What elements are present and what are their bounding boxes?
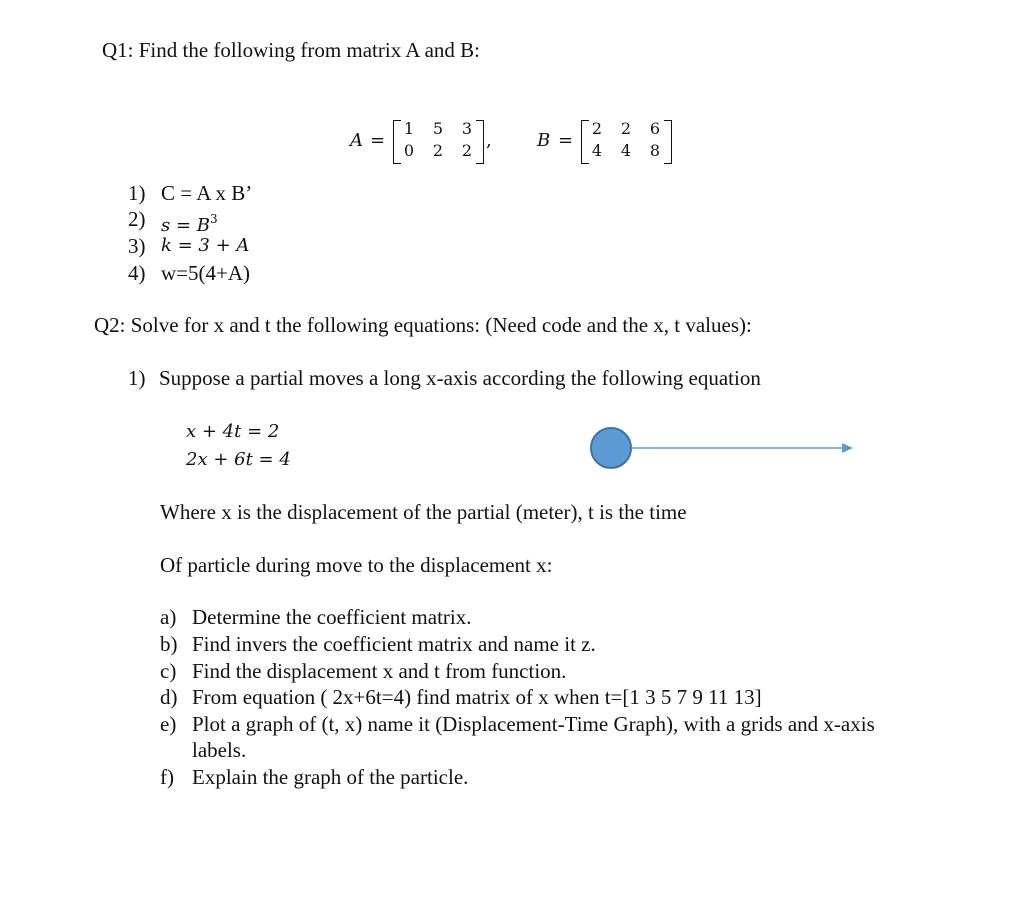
matrix-a-cell: 0 [403,141,415,160]
q1-item-number: 1) [128,181,146,205]
superscript: 3 [210,212,218,226]
q1-item [128,260,251,286]
matrix-a-comma: , [486,130,492,151]
q1-item-text: k = 3 + A [161,235,250,256]
q1-item-number: 4) [128,261,146,285]
task-item [160,658,567,684]
q1-item-number: 2) [128,207,146,231]
task-item [160,711,875,737]
task-item [160,604,472,630]
matrix-a [350,118,510,168]
task-letter: c) [160,659,177,683]
task-text-continued: labels. [192,738,247,762]
task-letter: a) [160,605,177,629]
q2-title: Q2: Solve for x and t the following equations: (Need code and the x, t values): [94,313,752,337]
matrix-a-label: A [350,130,363,151]
matrix-a-right-bracket [476,120,484,164]
task-letter: b) [160,632,178,656]
task-text: Determine the coefficient matrix. [192,605,472,629]
task-item [160,631,596,657]
q1-title: Q1: Find the following from matrix A and B: [102,38,480,62]
task-item [160,684,762,710]
q2-item-text: Suppose a partial moves a long x-axis according the following equation [159,366,761,390]
matrix-b-cell: 6 [649,119,661,138]
particle-diagram [585,423,865,475]
task-item [160,764,469,790]
q1-item-number: 3) [128,234,146,258]
q1-item [128,206,218,236]
matrix-a-cell: 3 [461,119,473,138]
task-text: Plot a graph of (t, x) name it (Displacement-Time Graph), with a grids and x-axis [192,712,875,736]
q2-item [128,365,761,391]
q1-item-text: C = A x B’ [161,181,253,205]
task-letter: f) [160,765,174,789]
matrix-b-equals: = [558,130,574,151]
q2-item-number: 1) [128,366,146,390]
matrix-b-cell: 2 [620,119,632,138]
task-letter: e) [160,712,177,736]
task-text: From equation ( 2x+6t=4) find matrix of x when t=[1 3 5 7 9 11 13] [192,685,762,709]
paragraph-displacement: Where x is the displacement of the partial (meter), t is the time [160,500,687,524]
matrix-b [537,118,697,168]
q1-item [128,180,253,206]
matrix-a-cell: 2 [461,141,473,160]
matrix-a-cell: 1 [403,119,415,138]
q1-item-text: s = B [161,215,210,236]
q1-item [128,233,250,259]
matrix-b-cell: 4 [591,141,603,160]
q1-item-text: w=5(4+A) [161,261,251,285]
task-text: Find the displacement x and t from function. [192,659,567,683]
task-text: Explain the graph of the particle. [192,765,469,789]
matrix-b-cell: 4 [620,141,632,160]
task-letter: d) [160,685,178,709]
arrow-head-icon [842,443,853,453]
equation-1: x + 4t = 2 [186,421,280,442]
equation-2: 2x + 6t = 4 [186,449,291,470]
task-text: Find invers the coefficient matrix and name it z. [192,632,596,656]
matrix-b-cell: 2 [591,119,603,138]
matrix-a-cell: 5 [432,119,444,138]
particle-ball [591,428,631,468]
matrix-a-cell: 2 [432,141,444,160]
matrix-a-equals: = [370,130,386,151]
paragraph-particle: Of particle during move to the displacement x: [160,553,553,577]
matrix-b-cell: 8 [649,141,661,160]
matrix-b-right-bracket [664,120,672,164]
matrix-b-label: B [537,130,551,151]
